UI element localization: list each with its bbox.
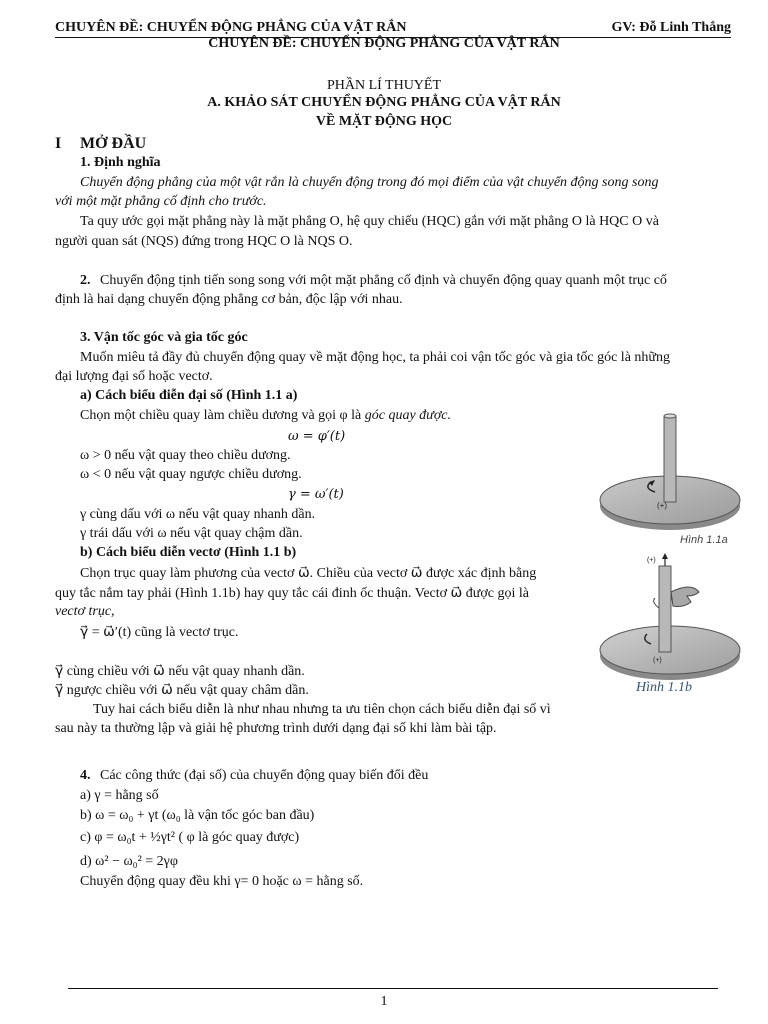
page-number: 1 [380, 994, 388, 1009]
convention-line1: Ta quy ước gọi mặt phẳng này là mặt phẳng O, hệ quy chiếu (HQC) gắn với mặt phẳng O là HQC O và [80, 214, 659, 229]
section-title: MỞ ĐẦU [80, 135, 147, 152]
figure-1-1a-caption: Hình 1.1a [680, 534, 728, 546]
main-title-line1: A. KHẢO SÁT CHUYỂN ĐỘNG PHẲNG CỦA VẬT RẮN [207, 95, 561, 110]
item4-number: 4. [80, 768, 91, 783]
item3-heading: 3. Vận tốc góc và gia tốc góc [80, 330, 248, 345]
item4-title: Các công thức (đại số) của chuyển động quay biến đổi đều [100, 768, 429, 783]
uniform-rotation: Chuyển động quay đều khi γ= 0 hoặc ω = hằng số. [80, 874, 364, 889]
vector-opposite-direction: γ⃗ ngược chiều với ω⃗ nếu vật quay châm dần. [55, 683, 309, 698]
footer-rule [68, 988, 718, 989]
note-line2: sau này ta thường lập và giải hệ phương trình dưới dạng đại số khi làm bài tập. [55, 721, 497, 736]
gamma-same-sign: γ cùng dấu với ω nếu vật quay nhanh dần. [80, 507, 316, 522]
item2-line2: định là hai dạng chuyển động phẳng cơ bản, độc lập với nhau. [55, 292, 403, 307]
definition-heading: 1. Định nghĩa [80, 155, 161, 170]
figure-1-1b [595, 552, 745, 687]
figure-1-1b-caption: Hình 1.1b [636, 680, 692, 695]
item3-intro1: Muốn miêu tả đầy đủ chuyển động quay về mặt động học, ta phải coi vận tốc góc và gia tốc góc là những [80, 350, 670, 365]
formula-b: b) ω = ω₀ + γt (ω₀ là vận tốc góc ban đầu) [80, 808, 315, 823]
axle [664, 416, 676, 502]
omega-negative: ω < 0 nếu vật quay ngược chiều dương. [80, 467, 302, 482]
gamma-opposite-sign: γ trái dấu với ω nếu vật quay chậm dần. [80, 526, 303, 541]
convention-line2: người quan sát (NQS) đứng trong HQC O là NQS O. [55, 234, 353, 249]
eq-gamma: γ = ω′(t) [288, 487, 344, 502]
formula-a: a) γ = hằng số [80, 788, 159, 803]
vector-line1: Chọn trục quay làm phương của vectơ ω⃗. Chiều của vectơ ω⃗ được xác định bằng [80, 566, 537, 581]
section-number: I [55, 135, 62, 152]
axle-b [659, 566, 671, 652]
hand [671, 587, 699, 607]
eq-vector: γ⃗ = ω⃗′(t) cũng là vectơ trục. [80, 625, 239, 640]
vector-heading: b) Cách biểu diễn vectơ (Hình 1.1 b) [80, 545, 297, 560]
item2-number: 2. [80, 273, 91, 288]
topic-title: CHUYÊN ĐỀ: CHUYỂN ĐỘNG PHẲNG CỦA VẬT RẮN [208, 36, 560, 51]
definition-line1: Chuyển động phẳng của một vật rắn là chuyển động trong đó mọi điểm của vật chuyển động song song [80, 175, 659, 190]
definition-line2: với một mặt phẳng cố định cho trước. [55, 194, 267, 209]
top-plus-label: (+) [647, 557, 656, 564]
item3-intro2: đại lượng đại số hoặc vectơ. [55, 369, 213, 384]
main-title-line2: VỀ MẶT ĐỘNG HỌC [315, 114, 453, 129]
omega-positive: ω > 0 nếu vật quay theo chiều dương. [80, 448, 291, 463]
algebraic-choose [80, 408, 451, 424]
algebraic-heading: a) Cách biểu điễn đại số (Hình 1.1 a) [80, 388, 298, 403]
eq-omega: ω = φ′(t) [288, 429, 346, 444]
formula-c: c) φ = ω₀t + ½γt² ( φ là góc quay được) [80, 830, 300, 845]
header-left: CHUYÊN ĐỀ: CHUYỂN ĐỘNG PHẲNG CỦA VẬT RẮN [55, 20, 407, 35]
vector-same-direction: γ⃗ cùng chiều với ω⃗ nếu vật quay nhanh dần. [55, 664, 305, 679]
algebraic-choose-text: Chọn một chiều quay làm chiều dương và gọi φ là [80, 408, 365, 423]
figure-1-1a [595, 410, 745, 550]
algebraic-choose-italic: góc quay được. [364, 408, 451, 423]
vector-line3: vectơ trục, [55, 604, 115, 619]
plus-label: (+) [657, 501, 667, 510]
item2-line1: Chuyển động tịnh tiến song song với một mặt phẳng cố định và chuyển động quay quanh một trục cố [100, 273, 667, 288]
note-line1: Tuy hai cách biểu diễn là như nhau nhưng ta ưu tiên chọn cách biểu diễn đại số vì [93, 702, 551, 717]
header-right: GV: Đỗ Linh Thắng [611, 20, 731, 35]
formula-d: d) ω² − ω₀² = 2γφ [80, 854, 178, 869]
vector-line2: quy tắc nắm tay phải (Hình 1.1b) hay quy tắc cái đinh ốc thuận. Vectơ ω⃗ được gọi là [55, 586, 529, 601]
bottom-plus-label: (+) [653, 657, 662, 664]
part-title: PHẦN LÍ THUYẾT [326, 78, 442, 93]
